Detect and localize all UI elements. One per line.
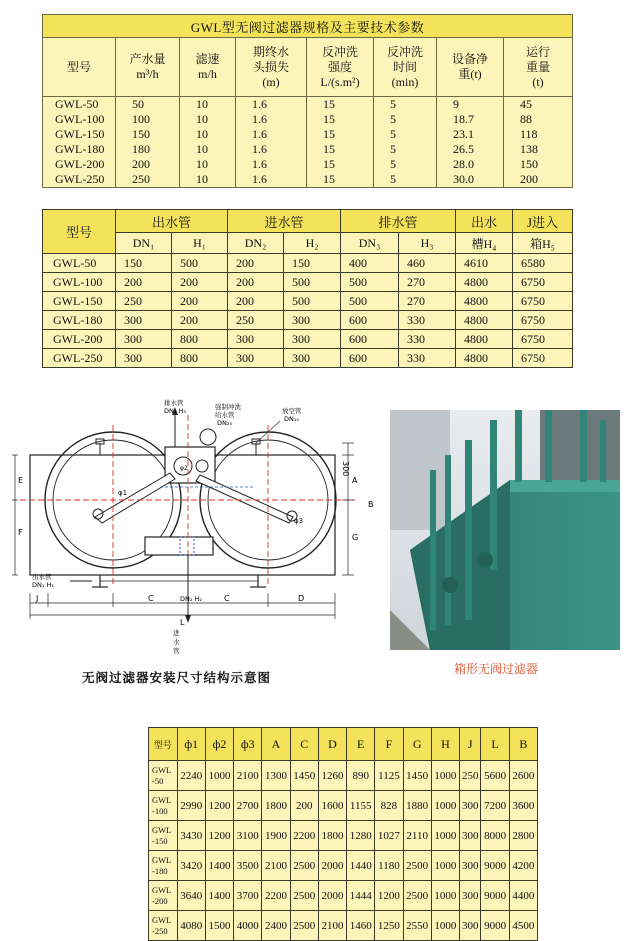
pipe-value-cell: 6580 xyxy=(513,254,573,273)
pipe-subheader: H₃ xyxy=(399,233,456,254)
pipe-value-cell: 500 xyxy=(341,273,399,292)
dimension-value-cell: 1400 xyxy=(205,851,233,881)
dimension-value-cell: 2100 xyxy=(262,851,290,881)
spec-value-cell: 18.7 xyxy=(437,112,504,127)
pipe-value-cell: 4610 xyxy=(456,254,513,273)
pipe-value-cell: 6750 xyxy=(513,330,573,349)
pipe-value-cell: 600 xyxy=(341,349,399,368)
dimension-value-cell: 1000 xyxy=(431,821,459,851)
dimension-value-cell: 1800 xyxy=(262,791,290,821)
pipe-subheader: 箱H₅ xyxy=(513,233,573,254)
spec-value-cell: 138 xyxy=(504,142,573,157)
pipe-model-cell: GWL-250 xyxy=(43,349,116,368)
dimension-value-cell: 2100 xyxy=(234,761,262,791)
spec-value-cell: 200 xyxy=(116,157,180,172)
pipe-value-cell: 600 xyxy=(341,311,399,330)
pipe-value-cell: 300 xyxy=(228,330,284,349)
spec-table xyxy=(42,14,573,188)
dimension-model-cell: GWL -50 xyxy=(149,761,178,791)
dimension-header-cell: L xyxy=(481,728,509,761)
dimension-value-cell: 2500 xyxy=(403,851,431,881)
spec-value-cell: 1.6 xyxy=(236,172,307,188)
pipe-table-group-header xyxy=(43,210,573,233)
dimension-value-cell: 4200 xyxy=(509,851,537,881)
dimension-header-cell: B xyxy=(509,728,537,761)
spec-value-cell: 50 xyxy=(116,97,180,113)
pipe-value-cell: 200 xyxy=(228,273,284,292)
dimension-value-cell: 1300 xyxy=(262,761,290,791)
spec-value-cell: 88 xyxy=(504,112,573,127)
dimension-value-cell: 1460 xyxy=(347,911,375,941)
spec-table-title: GWL型无阀过滤器规格及主要技术参数 xyxy=(43,15,573,38)
dimension-model-cell: GWL -250 xyxy=(149,911,178,941)
pipe-model-cell: GWL-180 xyxy=(43,311,116,330)
spec-value-cell: 10 xyxy=(180,127,236,142)
pipe-value-cell: 500 xyxy=(172,254,228,273)
pipe-value-cell: 200 xyxy=(172,292,228,311)
spec-value-cell: 118 xyxy=(504,127,573,142)
dimension-value-cell: 200 xyxy=(290,791,318,821)
pipe-value-cell: 400 xyxy=(341,254,399,273)
dimension-table-header xyxy=(149,728,538,761)
dimension-value-cell: 1450 xyxy=(403,761,431,791)
dimension-value-cell: 1200 xyxy=(205,821,233,851)
dimension-value-cell: 2500 xyxy=(290,881,318,911)
pipe-value-cell: 200 xyxy=(228,254,284,273)
pipe-value-cell: 4800 xyxy=(456,273,513,292)
dimension-value-cell: 828 xyxy=(375,791,403,821)
dimension-value-cell: 2990 xyxy=(177,791,205,821)
spec-table-row xyxy=(43,157,573,172)
dimension-value-cell: 2500 xyxy=(403,881,431,911)
pipe-subheader: H₂ xyxy=(284,233,341,254)
dimension-table xyxy=(148,727,538,941)
pipe-value-cell: 4800 xyxy=(456,311,513,330)
pipe-value-cell: 300 xyxy=(116,311,172,330)
dimension-value-cell: 1444 xyxy=(347,881,375,911)
dimension-value-cell: 1000 xyxy=(431,911,459,941)
dimension-table-row xyxy=(149,851,538,881)
spec-header-cell: 反冲洗 强度 L/(s.m²) xyxy=(307,38,374,97)
dimension-value-cell: 3430 xyxy=(177,821,205,851)
dimension-value-cell: 7200 xyxy=(481,791,509,821)
spec-table-row xyxy=(43,97,573,113)
spec-value-cell: 30.0 xyxy=(437,172,504,188)
spec-table-row xyxy=(43,172,573,188)
dimension-table-row xyxy=(149,761,538,791)
pipe-value-cell: 600 xyxy=(341,330,399,349)
dimension-header-cell: H xyxy=(431,728,459,761)
spec-value-cell: 15 xyxy=(307,172,374,188)
dimension-table-row xyxy=(149,821,538,851)
pipe-value-cell: 200 xyxy=(228,292,284,311)
dim-j: J xyxy=(36,594,39,603)
dimension-value-cell: 2700 xyxy=(234,791,262,821)
label-inlet-pipe: 进 xyxy=(173,629,180,637)
dimension-model-cell: GWL -180 xyxy=(149,851,178,881)
dimension-model-cell: GWL -150 xyxy=(149,821,178,851)
dimension-value-cell: 2240 xyxy=(177,761,205,791)
label-vent-dn: DN₁₀ xyxy=(284,415,300,423)
dimension-value-cell: 1000 xyxy=(431,881,459,911)
pipe-subheader: DN₂ xyxy=(228,233,284,254)
pipe-value-cell: 270 xyxy=(399,273,456,292)
spec-value-cell: 1.6 xyxy=(236,157,307,172)
spec-value-cell: 45 xyxy=(504,97,573,113)
dimension-value-cell: 1000 xyxy=(205,761,233,791)
pipe-value-cell: 4800 xyxy=(456,330,513,349)
pipe-header-inlet: 进水管 xyxy=(228,210,341,233)
dimension-header-cell: 型号 xyxy=(149,728,178,761)
dimension-header-cell: F xyxy=(375,728,403,761)
pipe-value-cell: 300 xyxy=(116,330,172,349)
dim-c-left: C xyxy=(148,594,154,603)
spec-value-cell: 5 xyxy=(374,127,437,142)
spec-value-cell: 10 xyxy=(180,142,236,157)
pipe-value-cell: 300 xyxy=(284,349,341,368)
pipe-value-cell: 800 xyxy=(172,349,228,368)
dimension-value-cell: 890 xyxy=(347,761,375,791)
label-phi1: φ1 xyxy=(118,489,128,497)
dimension-value-cell: 300 xyxy=(460,791,481,821)
spec-value-cell: 100 xyxy=(116,112,180,127)
spec-header-cell: 期终水 头损失 (m) xyxy=(236,38,307,97)
filter-photo xyxy=(390,410,620,650)
label-supply-pipe: 给水管 xyxy=(215,411,235,419)
dim-e: E xyxy=(18,476,24,485)
spec-value-cell: 5 xyxy=(374,157,437,172)
pipe-value-cell: 150 xyxy=(284,254,341,273)
pipe-table-row xyxy=(43,273,573,292)
pipe-header-model: 型号 xyxy=(43,210,116,254)
pipe-value-cell: 6750 xyxy=(513,311,573,330)
dimension-value-cell: 1280 xyxy=(347,821,375,851)
label-drain-pipe: 排水管 xyxy=(164,399,184,407)
spec-header-cell: 反冲洗 时间 (min) xyxy=(374,38,437,97)
dim-f: F xyxy=(18,528,23,537)
dimension-value-cell: 4400 xyxy=(509,881,537,911)
dimension-header-cell: E xyxy=(347,728,375,761)
spec-table-row xyxy=(43,127,573,142)
spec-model-cell: GWL-180 xyxy=(55,142,105,156)
spec-header-cell: 滤速 m/h xyxy=(180,38,236,97)
dimension-header-cell: ф2 xyxy=(205,728,233,761)
dimension-value-cell: 4500 xyxy=(509,911,537,941)
dimension-value-cell: 1400 xyxy=(205,881,233,911)
dimension-value-cell: 2000 xyxy=(318,851,346,881)
dimension-value-cell: 1900 xyxy=(262,821,290,851)
spec-value-cell: 10 xyxy=(180,172,236,188)
pipe-value-cell: 250 xyxy=(116,292,172,311)
spec-value-cell: 15 xyxy=(307,97,374,113)
dimension-value-cell: 2550 xyxy=(403,911,431,941)
spec-value-cell: 5 xyxy=(374,112,437,127)
dimension-header-cell: J xyxy=(460,728,481,761)
dimension-value-cell: 5600 xyxy=(481,761,509,791)
pipe-value-cell: 4800 xyxy=(456,292,513,311)
dimension-value-cell: 1440 xyxy=(347,851,375,881)
pipe-value-cell: 800 xyxy=(172,330,228,349)
dimension-value-cell: 1880 xyxy=(403,791,431,821)
label-drain-dn: DN₃ H₃ xyxy=(164,407,187,415)
dim-a: A xyxy=(352,476,358,485)
dim-c-right: C xyxy=(224,594,230,603)
dimension-value-cell: 2800 xyxy=(509,821,537,851)
spec-value-cell: 15 xyxy=(307,127,374,142)
label-supply-dn: DN₂₅ xyxy=(217,419,233,427)
dimension-header-cell: D xyxy=(318,728,346,761)
dim-l: L xyxy=(180,618,185,627)
dimension-value-cell: 1200 xyxy=(375,881,403,911)
dimension-value-cell: 300 xyxy=(460,851,481,881)
pipe-value-cell: 6750 xyxy=(513,273,573,292)
pipe-model-cell: GWL-50 xyxy=(43,254,116,273)
pipe-value-cell: 270 xyxy=(399,292,456,311)
spec-value-cell: 9 xyxy=(437,97,504,113)
dimension-value-cell: 1000 xyxy=(431,761,459,791)
dimension-header-cell: A xyxy=(262,728,290,761)
pipe-value-cell: 300 xyxy=(228,349,284,368)
pipe-table-row xyxy=(43,311,573,330)
pipe-model-cell: GWL-200 xyxy=(43,330,116,349)
spec-value-cell: 10 xyxy=(180,97,236,113)
dimension-value-cell: 250 xyxy=(460,761,481,791)
pipe-table-row xyxy=(43,292,573,311)
label-phi3: φ3 xyxy=(294,517,304,525)
label-outlet-pipe: 出水管 xyxy=(32,573,52,581)
pipe-subheader: DN₃ xyxy=(341,233,399,254)
dimension-value-cell: 1000 xyxy=(431,851,459,881)
spec-header-cell: 运行 重量 (t) xyxy=(504,38,573,97)
spec-value-cell: 26.5 xyxy=(437,142,504,157)
dim-300: 300 xyxy=(341,461,350,477)
spec-value-cell: 150 xyxy=(116,127,180,142)
spec-table-header xyxy=(43,38,573,97)
spec-value-cell: 5 xyxy=(374,97,437,113)
pipe-table-row xyxy=(43,349,573,368)
dimension-header-cell: ф1 xyxy=(177,728,205,761)
spec-model-cell: GWL-200 xyxy=(55,157,105,171)
dimension-value-cell: 1155 xyxy=(347,791,375,821)
dimension-value-cell: 3100 xyxy=(234,821,262,851)
pipe-value-cell: 200 xyxy=(172,273,228,292)
dimension-value-cell: 2110 xyxy=(403,821,431,851)
pipe-value-cell: 500 xyxy=(284,273,341,292)
pipe-value-cell: 300 xyxy=(116,349,172,368)
spec-value-cell: 250 xyxy=(116,172,180,188)
dimension-value-cell: 2500 xyxy=(290,911,318,941)
dimension-model-cell: GWL -200 xyxy=(149,881,178,911)
dim-b: B xyxy=(368,500,374,509)
pipe-value-cell: 500 xyxy=(341,292,399,311)
dimension-value-cell: 1450 xyxy=(290,761,318,791)
pipe-value-cell: 150 xyxy=(116,254,172,273)
pipe-table-row xyxy=(43,254,573,273)
pipe-value-cell: 300 xyxy=(284,311,341,330)
dimension-value-cell: 3700 xyxy=(234,881,262,911)
dimension-value-cell: 1260 xyxy=(318,761,346,791)
dimension-value-cell: 1500 xyxy=(205,911,233,941)
spec-value-cell: 15 xyxy=(307,157,374,172)
label-outlet-dn: DN₁ H₁ xyxy=(32,581,55,589)
spec-header-cell: 设备净 重(t) xyxy=(437,38,504,97)
dimension-value-cell: 9000 xyxy=(481,881,509,911)
pipe-header-j-enter: J进入 xyxy=(513,210,573,233)
dimension-value-cell: 2600 xyxy=(509,761,537,791)
pipe-header-drain: 排水管 xyxy=(341,210,456,233)
dimension-value-cell: 4000 xyxy=(234,911,262,941)
spec-header-cell: 产水量 m³/h xyxy=(116,38,180,97)
dimension-value-cell: 1125 xyxy=(375,761,403,791)
dimension-value-cell: 2200 xyxy=(262,881,290,911)
svg-text:管: 管 xyxy=(173,647,180,655)
spec-model-cell: GWL-250 xyxy=(55,172,105,186)
dimension-model-cell: GWL -100 xyxy=(149,791,178,821)
spec-value-cell: 1.6 xyxy=(236,142,307,157)
pipe-header-outlet-tank: 出水 xyxy=(456,210,513,233)
dimension-table-row xyxy=(149,881,538,911)
dimension-value-cell: 2100 xyxy=(318,911,346,941)
spec-value-cell: 180 xyxy=(116,142,180,157)
spec-table-row xyxy=(43,142,573,157)
dim-g: G xyxy=(352,533,359,542)
dimension-value-cell: 1000 xyxy=(431,791,459,821)
spec-value-cell: 10 xyxy=(180,112,236,127)
pipe-value-cell: 200 xyxy=(172,311,228,330)
spec-value-cell: 15 xyxy=(307,142,374,157)
pipe-subheader: DN₁ xyxy=(116,233,172,254)
pipe-value-cell: 250 xyxy=(228,311,284,330)
photo-caption: 箱形无阀过滤器 xyxy=(454,662,539,676)
dimension-value-cell: 9000 xyxy=(481,851,509,881)
pipe-table-row xyxy=(43,330,573,349)
filter-installation-diagram xyxy=(10,395,380,665)
dimension-value-cell: 1600 xyxy=(318,791,346,821)
label-phi2: φ2 xyxy=(180,465,188,472)
dimension-table-row xyxy=(149,791,538,821)
spec-value-cell: 1.6 xyxy=(236,127,307,142)
spec-model-cell: GWL-100 xyxy=(55,112,105,126)
spec-table-row xyxy=(43,112,573,127)
label-inlet-dn: DN₂ H₂ xyxy=(180,595,203,603)
dimension-value-cell: 300 xyxy=(460,881,481,911)
spec-value-cell: 10 xyxy=(180,157,236,172)
dimension-value-cell: 3500 xyxy=(234,851,262,881)
dimension-value-cell: 2400 xyxy=(262,911,290,941)
diagram-caption: 无阀过滤器安装尺寸结构示意图 xyxy=(82,670,272,685)
pipe-value-cell: 6750 xyxy=(513,349,573,368)
pipe-value-cell: 500 xyxy=(284,292,341,311)
pipe-value-cell: 460 xyxy=(399,254,456,273)
dimension-value-cell: 2000 xyxy=(318,881,346,911)
dimension-value-cell: 1027 xyxy=(375,821,403,851)
dimension-value-cell: 9000 xyxy=(481,911,509,941)
spec-value-cell: 150 xyxy=(504,157,573,172)
dimension-value-cell: 2200 xyxy=(290,821,318,851)
svg-text:水: 水 xyxy=(173,638,180,646)
dimension-header-cell: ф3 xyxy=(234,728,262,761)
spec-value-cell: 28.0 xyxy=(437,157,504,172)
pipe-value-cell: 300 xyxy=(284,330,341,349)
pipe-value-cell: 200 xyxy=(116,273,172,292)
dimension-value-cell: 8000 xyxy=(481,821,509,851)
dimension-value-cell: 300 xyxy=(460,911,481,941)
dimension-value-cell: 3640 xyxy=(177,881,205,911)
dimension-value-cell: 1800 xyxy=(318,821,346,851)
pipe-value-cell: 330 xyxy=(399,330,456,349)
dimension-value-cell: 3420 xyxy=(177,851,205,881)
dimension-value-cell: 1250 xyxy=(375,911,403,941)
dimension-value-cell: 4080 xyxy=(177,911,205,941)
label-forced-flush: 强制冲洗 xyxy=(215,403,241,411)
pipe-table-sub-header xyxy=(43,233,573,254)
dimension-value-cell: 3600 xyxy=(509,791,537,821)
pipe-model-cell: GWL-100 xyxy=(43,273,116,292)
dim-d: D xyxy=(298,594,305,603)
spec-value-cell: 1.6 xyxy=(236,97,307,113)
spec-value-cell: 23.1 xyxy=(437,127,504,142)
dimension-header-cell: C xyxy=(290,728,318,761)
pipe-subheader: H₁ xyxy=(172,233,228,254)
pipe-value-cell: 330 xyxy=(399,311,456,330)
spec-value-cell: 1.6 xyxy=(236,112,307,127)
spec-model-cell: GWL-150 xyxy=(55,127,105,141)
pipe-table xyxy=(42,209,573,368)
dimension-header-cell: G xyxy=(403,728,431,761)
inlet-box xyxy=(145,537,213,555)
dimension-value-cell: 1200 xyxy=(205,791,233,821)
dimension-value-cell: 300 xyxy=(460,821,481,851)
dimension-value-cell: 2500 xyxy=(290,851,318,881)
spec-model-cell: GWL-50 xyxy=(55,97,99,111)
pipe-value-cell: 6750 xyxy=(513,292,573,311)
spec-value-cell: 5 xyxy=(374,142,437,157)
spec-header-cell: 型号 xyxy=(43,38,116,97)
pipe-value-cell: 4800 xyxy=(456,349,513,368)
dimension-value-cell: 1180 xyxy=(375,851,403,881)
spec-value-cell: 15 xyxy=(307,112,374,127)
label-vent-pipe: 放空管 xyxy=(282,407,302,415)
spec-value-cell: 200 xyxy=(504,172,573,188)
pipe-model-cell: GWL-150 xyxy=(43,292,116,311)
pipe-subheader: 槽H₄ xyxy=(456,233,513,254)
pipe-header-outlet: 出水管 xyxy=(116,210,228,233)
pipe-value-cell: 330 xyxy=(399,349,456,368)
spec-value-cell: 5 xyxy=(374,172,437,188)
